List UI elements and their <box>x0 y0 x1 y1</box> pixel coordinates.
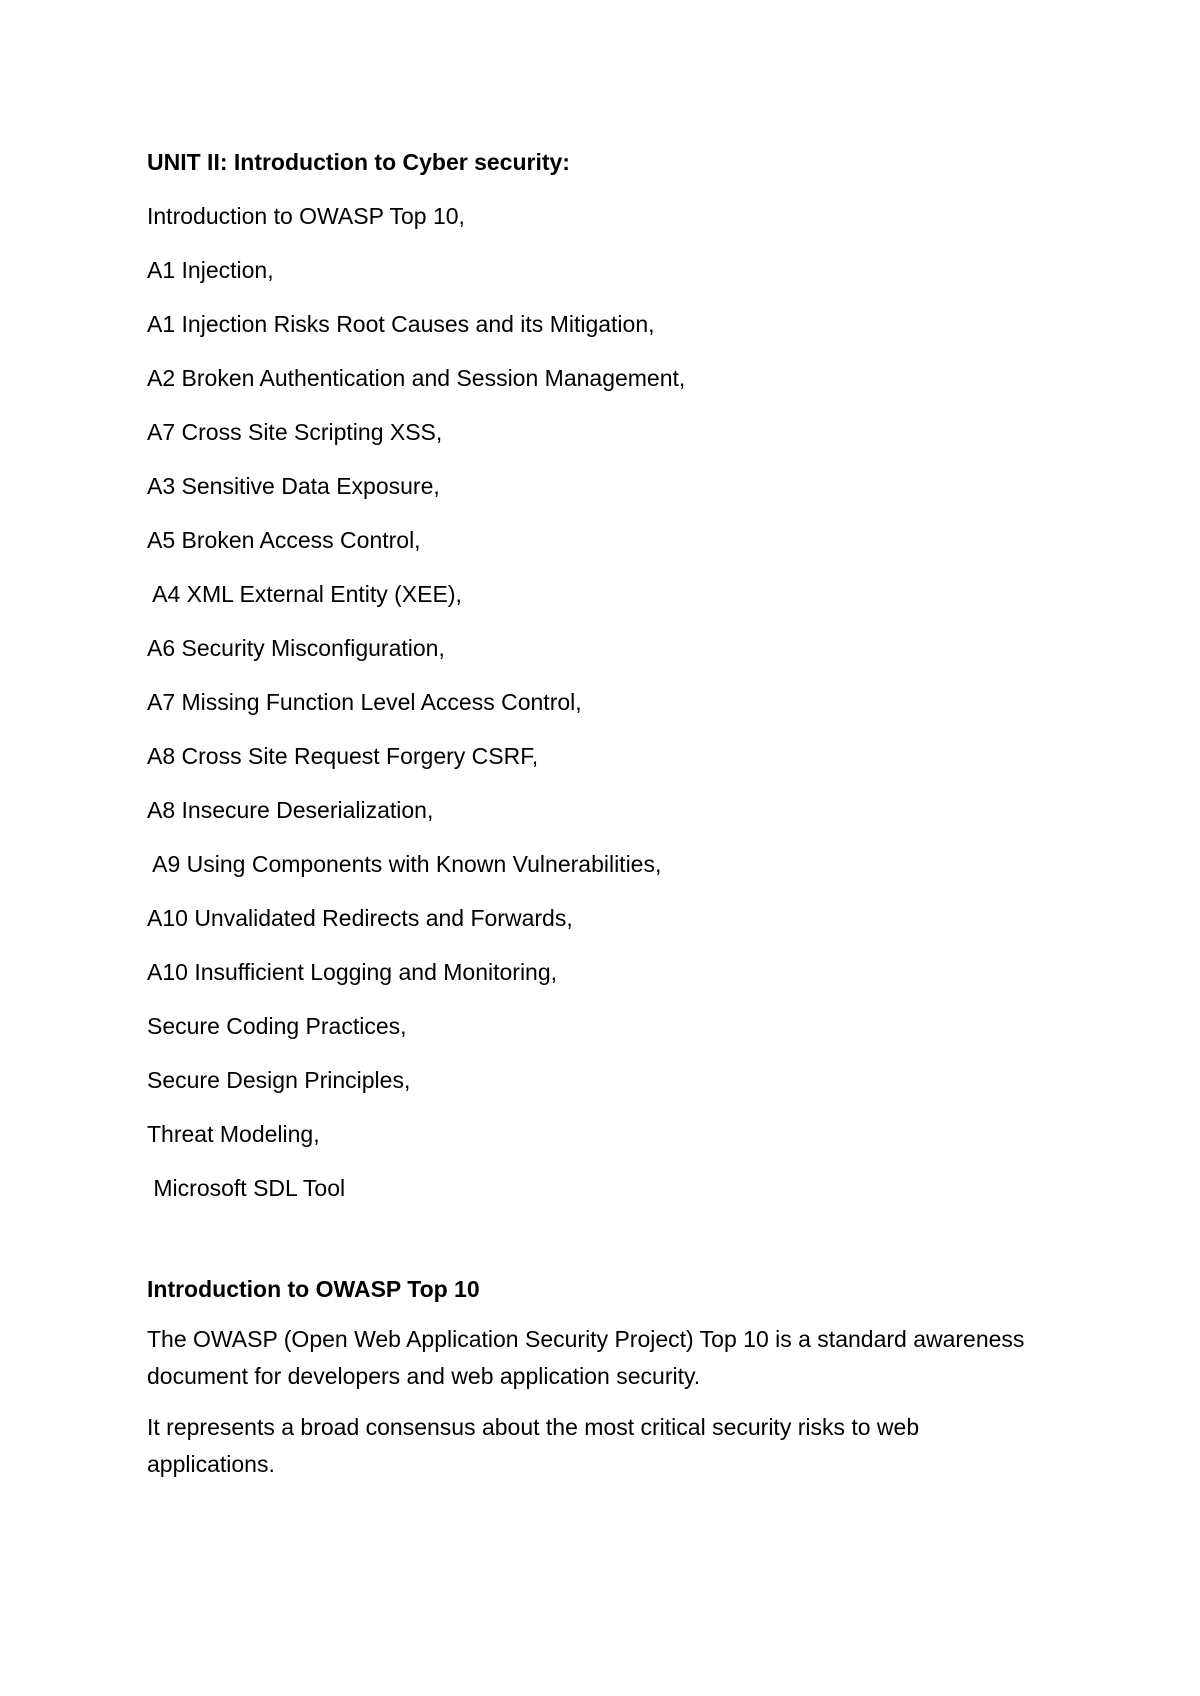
topic-item: A6 Security Misconfiguration, <box>147 635 445 661</box>
topic-item: A10 Unvalidated Redirects and Forwards, <box>147 905 573 931</box>
paragraph: The OWASP (Open Web Application Security Project) Top 10 is a standard awareness document for developers and web application security. <box>147 1326 1025 1389</box>
topic-item: Microsoft SDL Tool <box>147 1175 346 1201</box>
topic-item: A4 XML External Entity (XEE), <box>147 581 462 607</box>
topic-list <box>147 200 1047 1204</box>
paragraph: It represents a broad consensus about the most critical security risks to web applications. <box>147 1414 920 1477</box>
topic-item: A9 Using Components with Known Vulnerabilities, <box>147 851 662 877</box>
topic-item: Secure Coding Practices, <box>147 1013 407 1039</box>
unit-heading: UNIT II: Introduction to Cyber security: <box>147 149 570 175</box>
topic-item: A1 Injection Risks Root Causes and its Mitigation, <box>147 311 655 337</box>
topic-item: A7 Missing Function Level Access Control, <box>147 689 582 715</box>
topic-item: A3 Sensitive Data Exposure, <box>147 473 440 499</box>
topic-item: A1 Injection, <box>147 257 274 283</box>
section-heading: Introduction to OWASP Top 10 <box>147 1276 480 1302</box>
topic-item: A10 Insufficient Logging and Monitoring, <box>147 959 558 985</box>
topic-item: A8 Cross Site Request Forgery CSRF, <box>147 743 539 769</box>
topic-item: Introduction to OWASP Top 10, <box>147 203 465 229</box>
topic-item: A2 Broken Authentication and Session Management, <box>147 365 686 391</box>
topic-item: Secure Design Principles, <box>147 1067 411 1093</box>
topic-item: A8 Insecure Deserialization, <box>147 797 434 823</box>
topic-item: A5 Broken Access Control, <box>147 527 421 553</box>
document-body <box>147 146 1047 1497</box>
topic-item: Threat Modeling, <box>147 1121 320 1147</box>
topic-item: A7 Cross Site Scripting XSS, <box>147 419 443 445</box>
